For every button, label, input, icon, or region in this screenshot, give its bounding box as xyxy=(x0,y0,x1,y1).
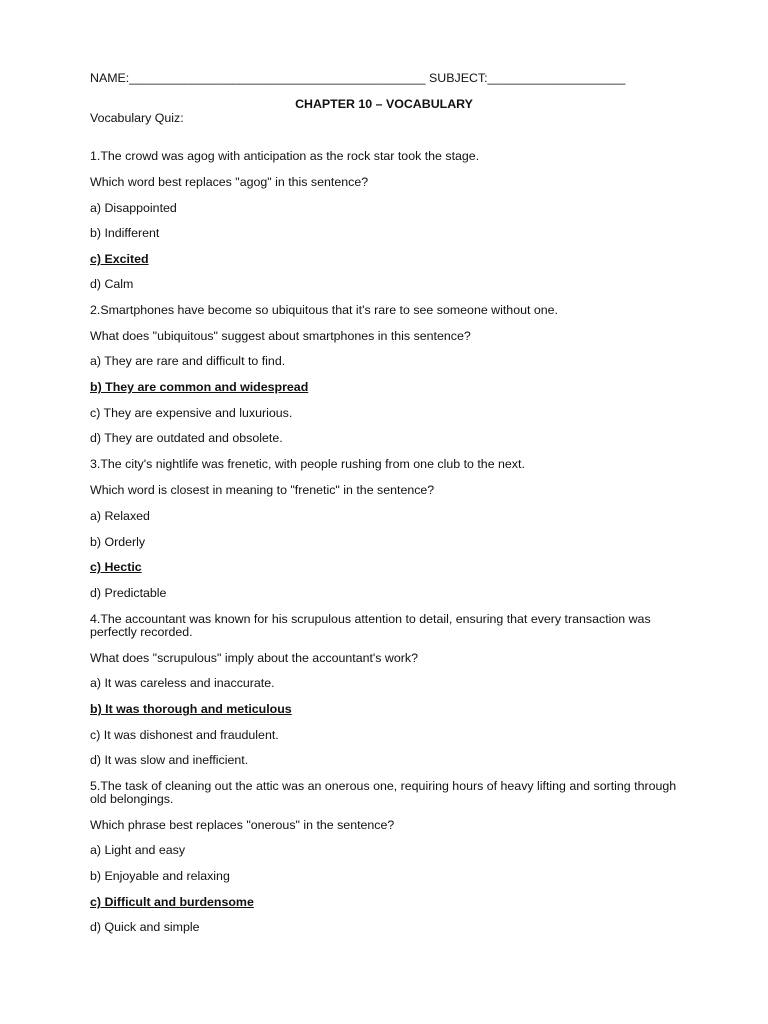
question-5-correct-answer: c) Difficult and burdensome xyxy=(90,895,254,909)
question-3-sentence: 3.The city's nightlife was frenetic, with people rushing from one club to the next. xyxy=(90,457,525,471)
question-4-prompt: What does "scrupulous" imply about the accountant's work? xyxy=(90,651,418,665)
question-2-sentence: 2.Smartphones have become so ubiquitous that it's rare to see someone without one. xyxy=(90,303,558,317)
question-2-option-d: d) They are outdated and obsolete. xyxy=(90,431,283,445)
question-3-option-d: d) Predictable xyxy=(90,586,167,600)
question-1-option-b: b) Indifferent xyxy=(90,226,160,240)
quiz-intro: Vocabulary Quiz: xyxy=(90,111,184,125)
question-2-prompt: What does "ubiquitous" suggest about smartphones in this sentence? xyxy=(90,329,471,343)
question-1-prompt: Which word best replaces "agog" in this sentence? xyxy=(90,175,369,189)
question-3-option-b: b) Orderly xyxy=(90,535,146,549)
question-1-option-d: d) Calm xyxy=(90,277,134,291)
question-4-option-a: a) It was careless and inaccurate. xyxy=(90,676,275,690)
question-5-option-d: d) Quick and simple xyxy=(90,920,200,934)
name-field: NAME:___________________________________________ xyxy=(90,71,426,85)
header-line xyxy=(90,72,625,85)
question-1-option-a: a) Disappointed xyxy=(90,201,177,215)
question-3-correct-answer: c) Hectic xyxy=(90,560,142,574)
question-5-option-a: a) Light and easy xyxy=(90,843,186,857)
question-4-sentence: 4.The accountant was known for his scrupulous attention to detail, ensuring that every transaction was perfectly recorded. xyxy=(90,612,651,639)
question-2-option-a: a) They are rare and difficult to find. xyxy=(90,354,286,368)
page-title: CHAPTER 10 – VOCABULARY xyxy=(295,97,473,111)
question-1-correct-answer: c) Excited xyxy=(90,252,149,266)
question-2-option-c: c) They are expensive and luxurious. xyxy=(90,406,293,420)
question-5-sentence: 5.The task of cleaning out the attic was an onerous one, requiring hours of heavy lifting and sorting through old belongings. xyxy=(90,779,677,806)
question-4-option-d: d) It was slow and inefficient. xyxy=(90,753,249,767)
subject-field: SUBJECT:____________________ xyxy=(429,71,626,85)
question-3-option-a: a) Relaxed xyxy=(90,509,150,523)
question-5-prompt: Which phrase best replaces "onerous" in the sentence? xyxy=(90,818,395,832)
question-5-option-b: b) Enjoyable and relaxing xyxy=(90,869,230,883)
question-4-correct-answer: b) It was thorough and meticulous xyxy=(90,702,292,716)
question-3-prompt: Which word is closest in meaning to "frenetic" in the sentence? xyxy=(90,483,435,497)
question-2-correct-answer: b) They are common and widespread xyxy=(90,380,309,394)
question-4-option-c: c) It was dishonest and fraudulent. xyxy=(90,728,279,742)
question-1-sentence: 1.The crowd was agog with anticipation as the rock star took the stage. xyxy=(90,149,480,163)
